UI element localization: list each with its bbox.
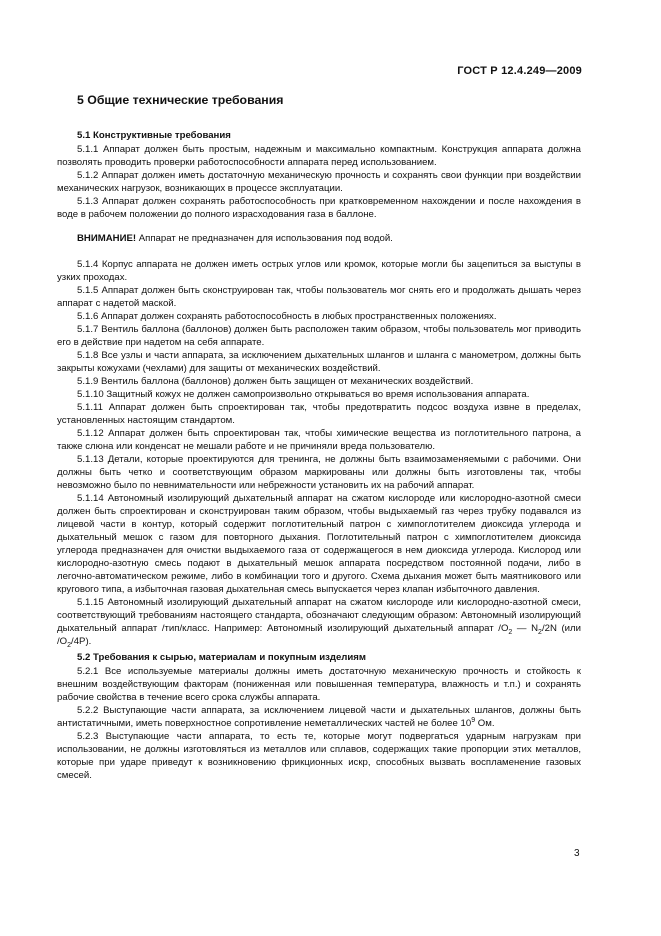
- paragraph-text: 5.2.2 Выступающие части аппарата, за исключением лицевой части и дыхательных шлангов, должны быть антистатичными, иметь поверхностное сопротивление неметаллических частей не более 10: [57, 705, 581, 729]
- paragraph: 5.1.1 Аппарат должен быть простым, надежным и максимально компактным. Конструкция аппарата должна позволять проводить проверки работоспособности аппарата перед использованием.: [57, 144, 581, 168]
- subsection-title: 5.2 Требования к сырью, материалам и покупным изделиям: [77, 652, 366, 663]
- paragraph: 5.2.1 Все используемые материалы должны иметь достаточную механическую прочность и стойкость к внешним воздействующим факторам (пониженная или повышенная температура, влажность и т.п.) и сохранять рабочие свойства в течение всего срока службы аппарата.: [57, 666, 581, 703]
- subsection-title: 5.1 Конструктивные требования: [77, 130, 231, 141]
- paragraph: 5.1.7 Вентиль баллона (баллонов) должен быть расположен таким образом, чтобы пользователь мог приводить его в действие при надетом на себя аппарате.: [57, 324, 581, 348]
- page-content: [57, 90, 581, 782]
- subscript: 2: [538, 628, 542, 636]
- paragraph-text: Ом.: [475, 718, 495, 729]
- paragraph: 5.1.2 Аппарат должен иметь достаточную механическую прочность и сохранять свои функции при воздействии механических нагрузок, возникающих в процессе эксплуатации.: [57, 170, 581, 194]
- warning-text: Аппарат не предназначен для использования под водой.: [136, 233, 393, 244]
- paragraph: 5.1.9 Вентиль баллона (баллонов) должен быть защищен от механических воздействий.: [77, 376, 474, 387]
- superscript: 9: [471, 716, 476, 724]
- paragraph: 5.2.3 Выступающие части аппарата, то есть те, которые могут подвергаться ударным нагрузкам при использовании, не должны изготовляться из металлов или сплавов, содержащих такие пропорции этих металлов, которые при ударе приведут к возникновению фрикционных искр, способных вызвать воспламенение газовых смесей.: [57, 731, 581, 781]
- warning-label: ВНИМАНИЕ!: [77, 233, 137, 244]
- paragraph: 5.1.10 Защитный кожух не должен самопроизвольно открываться во время использования аппарата.: [77, 389, 530, 400]
- paragraph: 5.1.8 Все узлы и части аппарата, за исключением дыхательных шлангов и шланга с манометром, должны быть закрыты кожухами (чехлами) для защиты от механических воздействий.: [57, 350, 581, 374]
- page-number: 3: [574, 848, 580, 859]
- paragraph-text: /2N (или /O: [57, 623, 581, 647]
- paragraph: 5.1.5 Аппарат должен быть сконструирован так, чтобы пользователь мог снять его и продолжать дышать через аппарат с надетой маской.: [57, 285, 581, 309]
- paragraph-text: 5.1.15 Автономный изолирующий дыхательный аппарат на сжатом кислороде или кислородно-азотной смеси, соответствующий требованиям настоящего стандарта, обозначают следующим образом: Автономный изолирующий дыхательный аппарат /тип/класс. Например: Автономный изолирующий дыхательный аппарат /O: [57, 597, 581, 634]
- document-code: ГОСТ Р 12.4.249—2009: [457, 65, 582, 77]
- paragraph-designation: [57, 596, 581, 648]
- paragraph: 5.1.12 Аппарат должен быть спроектирован так, чтобы химические вещества из поглотительного патрона, а также слюна или конденсат не мешали работе и не причиняли вреда пользователю.: [57, 428, 581, 452]
- paragraph: 5.1.11 Аппарат должен быть спроектирован так, чтобы предотвратить подсос воздуха извне в пределах, установленных настоящим стандартом.: [57, 402, 581, 426]
- paragraph-resistance: [57, 704, 581, 730]
- paragraph: 5.1.3 Аппарат должен сохранять работоспособность при кратковременном нахождении и после нахождения в воде в рабочем положении до полного израсходования газа в баллоне.: [57, 196, 581, 220]
- section-title: 5 Общие технические требования: [77, 93, 284, 107]
- paragraph-text: /4P).: [71, 636, 92, 647]
- paragraph-text: — N: [512, 623, 539, 634]
- subscript: 2: [67, 641, 72, 649]
- paragraph: 5.1.6 Аппарат должен сохранять работоспособность в любых пространственных положениях.: [77, 311, 497, 322]
- warning-note: [77, 232, 581, 245]
- paragraph: 5.1.4 Корпус аппарата не должен иметь острых углов или кромок, которые могли бы зацепиться за выступы в узких проходах.: [57, 259, 581, 283]
- paragraph: 5.1.14 Автономный изолирующий дыхательный аппарат на сжатом кислороде или кислородно-азотной смеси должен быть спроектирован и сконструирован таким образом, чтобы выдыхаемый газ через трубку подавался из лицевой части в контур, который содержит поглотительный патрон с химпоглотителем диоксида углерода и дыхательный мешок с газом для повторного дыхания. Поглотительный патрон с химпоглотителем диоксида углерода предназначен для очистки выдыхаемого газа от содержащегося в нем диоксида углерода. Кислород или кислородно-азотную смесь подают в дыхательный мешок аппарата посредством постоянной подачи, либо в легочно-автоматическом режиме, либо в комбинации того и другого. Схема дыхания может быть маятникового или кругового типа, а избыточная газовая дыхательная смесь выпускается через клапан избыточного давления.: [57, 493, 581, 595]
- paragraph: 5.1.13 Детали, которые проектируются для тренинга, не должны быть взаимозаменяемыми с рабочими. Они должны быть четко и соответствующим образом маркированы или должны быть изготовлены так, чтобы невозможно было по невнимательности или небрежности установить их на рабочий аппарат.: [57, 454, 581, 491]
- subscript: 2: [508, 628, 513, 636]
